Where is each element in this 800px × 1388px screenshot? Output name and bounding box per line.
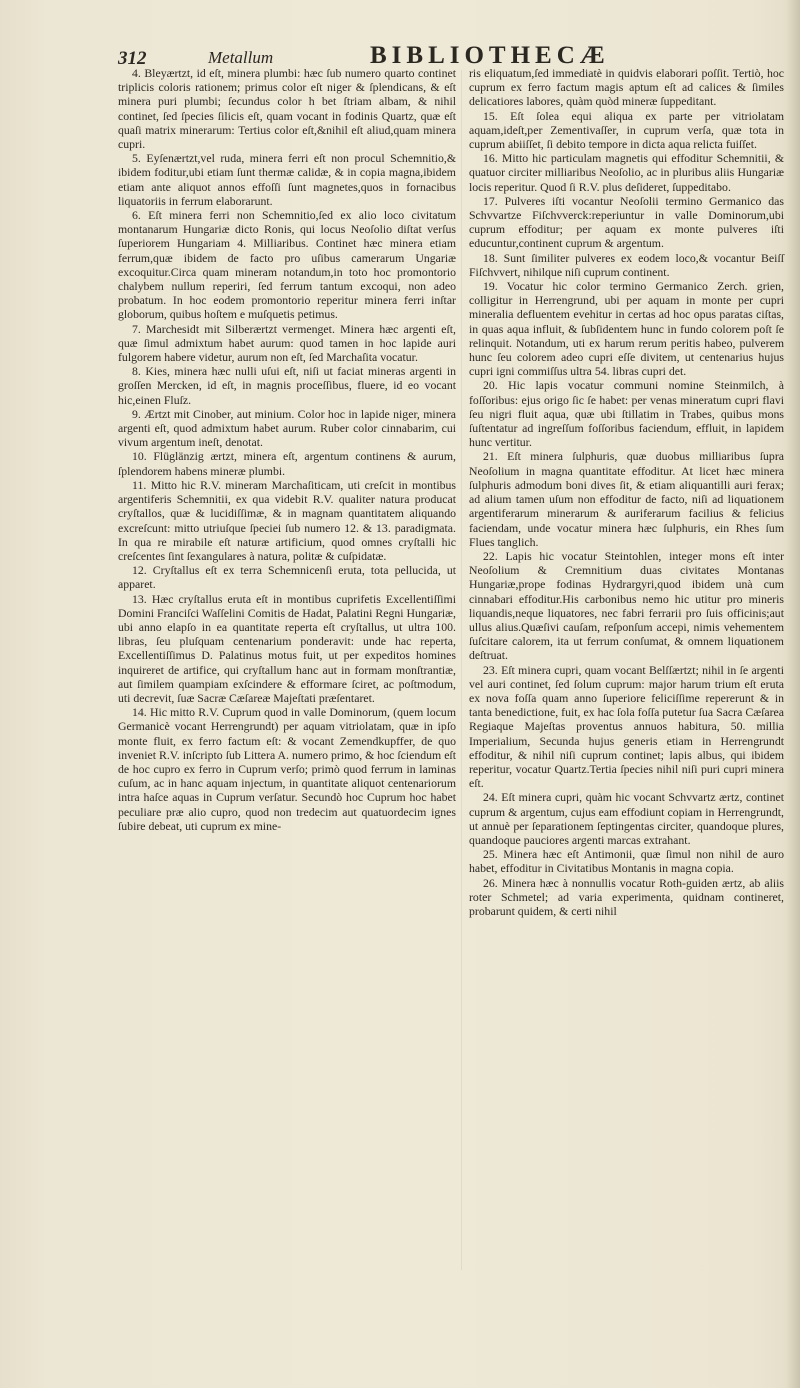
- paragraph-6: 6. Eſt minera ferri non Schemnitio,ſed ex alio loco civitatum montanarum Hungariæ dicto Ronis, qui locus Neoſolio diſtat verſus ſuperiorem Hungariam 4. Milliaribus. Continet hæc minera etiam ferrum,quæ ibidem de facto pro uſibus camerarum Ungariæ excoquitur.Circa quam mineram notandum,in toto hoc promontorio chalybem nullum reperiri, ſed ferrum tantum excoqui, non adeo probatum. In hoc eodem promontorio reperitur minera ferri inſtar globorum, quibus hoſtem e muſquetis petimus.: [118, 208, 456, 322]
- page-edge-shadow: [786, 0, 800, 1388]
- paragraph-8: 8. Kies, minera hæc nulli uſui eſt, niſi ut faciat mineras argenti in groſſen Mercken, id eſt, in magnis proceſſibus, fluere, id eo vocant hic,einen Fluſz.: [118, 364, 456, 407]
- paragraph-16: 16. Mitto hic particulam magnetis qui effoditur Schemnitii, & quatuor circiter milliaribus Neoſolio, ac in pluribus aliis Hungariæ locis reperitur. Quod ſi R.V. plus deſideret, ſuppeditabo.: [469, 151, 784, 194]
- paragraph-14: 14. Hic mitto R.V. Cuprum quod in valle Dominorum, (quem locum Germanicè vocant Herrengrundt) per aquam vitriolatam, quæ in ipſo monte fluit, ex ferro factum eſt: & vocant Zemendkupffer, de quo inveniet R.V. inſcripto ſub Littera A. numero primo, & hoc ſciendum eſt de hoc cupro ex ferro in Cuprum verſo; primò quod ferrum in laminas cuſum, ac in hanc aquam injectum, in quantitate aliquot centenariorum intra haſce aquas in Cuprum verſatur. Secundò hoc Cuprum hoc habet peculiare præ alio cupro, quod non tredecim aut quatuordecim ignes ſubire debeat, uti cuprum ex mine-: [118, 705, 456, 833]
- paragraph-14-continued: ris eliquatum,ſed immediatè in quidvis elaborari poſſit. Tertiò, hoc cuprum ex ferro factum magis aptum eſt ad calices & ſimiles delicatiores labores, quàm quòd mineræ ſuppeditant.: [469, 66, 784, 109]
- paragraph-23: 23. Eſt minera cupri, quam vocant Belſſærtzt; nihil in ſe argenti vel auri continet, ſed ſolum cuprum: major harum trium eſt eruta ex nova foſſa quam anno ſuperiore feliciſſime repererunt & in tanta benedictione, fuit, ex hac ſola foſſa putetur ſua Sacra Cæſarea Regiaque Majeſtas proventus annuos habitura, 50. millia Imperialium, Secunda hujus generis etiam in Herrengrundt effoditur, & nihil niſi cuprum continet; lapis albus, qui ibidem reperitur, vocatur Quartz.Tertia ſpecies nihil niſi puri cupri minera eſt.: [469, 662, 784, 791]
- paragraph-20: 20. Hic lapis vocatur communi nomine Steinmilch, à foſſoribus: ejus origo ſic ſe habet: per venas mineratum cupri flavi ſeu nigri fluit aqua, quæ ubi ſtillatim in Trabes, quibus mons ſuſtentatur ad ingreſſum foſſoribus faciendum, effluit, in lapidem hunc vertitur.: [469, 378, 784, 450]
- paragraph-11: 11. Mitto hic R.V. mineram Marchaſiticam, uti creſcit in montibus argentiferis Schemnitii, ex qua videbit R.V. qualiter natura producat cryſtallos, quæ & lucidiſſimæ, & in magnam quantitatem aliquando excreſcunt: mitto utriuſque ſpeciei ſub numero 12. & 13. paradigmata. In qua re mirabile eſt naturæ artificium, quod omnes cryſtalli hic creſcentes ſint ſexangulares à natura, politæ & cuſpidatæ.: [118, 477, 456, 563]
- paragraph-15: 15. Eſt ſolea equi aliqua ex parte per vitriolatam aquam,ideſt,per Zementivaſſer, in cuprum verſa, quæ tota in cuprum abiiſſet, ſi debito tempore in dicta aqua relicta fuiſſet.: [469, 108, 784, 152]
- right-column: [469, 66, 784, 918]
- paragraph-26: 26. Minera hæc à nonnullis vocatur Roth-guiden ærtz, ab aliis roter Schmetel; ad varia experimenta, quidnam contineret, probarunt quidem, & certi nihil: [469, 875, 784, 918]
- paragraph-18: 18. Sunt ſimiliter pulveres ex eodem loco,& vocantur Beiſſ Fiſchvvert, nihilque niſi cuprum continent.: [469, 250, 784, 279]
- paragraph-25: 25. Minera hæc eſt Antimonii, quæ ſimul non nihil de auro habet, effoditur in Civitatibus Montanis in magna copia.: [469, 847, 784, 876]
- column-gutter: [461, 70, 462, 1270]
- running-head: Metallum: [208, 48, 274, 67]
- page-number: 312: [118, 48, 147, 69]
- paragraph-19: 19. Vocatur hic color termino Germanico Zerch. grien, colligitur in Herrengrund, ubi per aquam in monte per cupri mineralia defluentem evehitur in certas ad hoc opus paratas ciſtas, in quas aqua influit, & ſubſidentem hunc in fundo colorem poſt ſe relinquit. Notandum, uti ex harum rerum peritis habeo, pulverem hunc ſeu colorem adeo cupri eſſe divitem, ut centenarius hujus cupri igni commiſſus ultra 54. libras cupri det.: [469, 279, 784, 379]
- paragraph-7: 7. Marchesidt mit Silberærtzt vermenget. Minera hæc argenti eſt, quæ ſimul admixtum habet aurum: quod tamen in hoc lapide auri fulgorem habere videtur, aurum non eſt, ſed Marchaſita vocatur.: [118, 321, 456, 365]
- paragraph-10: 10. Flüglänzig ærtzt, minera eſt, argentum continens & aurum, ſplendorem habens mineræ plumbi.: [118, 449, 456, 478]
- paragraph-9: 9. Ærtzt mit Cinober, aut minium. Color hoc in lapide niger, minera argenti eſt, quod admixtum habet aurum. Ruber color cinnabarim, cui vivum argentum ineſt, denotat.: [118, 406, 456, 450]
- paragraph-17: 17. Pulveres iſti vocantur Neoſolii termino Germanico das Schvvartze Fiſchvverck:reperiuntur in valle Dominorum,ubi cuprum effoditur; per aquam ex monte pulveres iſti educuntur,continent cuprum & argentum.: [469, 193, 784, 251]
- page-title: BIBLIOTHECÆ: [370, 42, 610, 69]
- paragraph-22: 22. Lapis hic vocatur Steintohlen, integer mons eſt inter Neoſolium & Cremnitium duas civitates Montanas Hungariæ,prope fodinas Hydrargyri,quod ibidem unà cum cinnabari effoditur.His carbonibus nemo hic utitur pro mineris liquandis,neque liquatores, nec fabri ferrarii pro ſuis officinis;aut ullus alius.Quæſivi cauſam, reſponſum accepi, nimis vehementem ſuſcitare calorem, ita ut ferrum conſumat, & omnem liquationem deſtruat.: [469, 548, 784, 663]
- paragraph-24: 24. Eſt minera cupri, quàm hic vocant Schvvartz ærtz, continet cuprum & argentum, cujus eam effodiunt copiam in Herrengrundt, ut annuè per ſeparationem ſeptingentas circiter, quandoque plures, quandoque pauciores argenti marcas extrahant.: [469, 790, 784, 847]
- paragraph-5: 5. Eyſenærtzt,vel ruda, minera ferri eſt non procul Schemnitio,& ibidem foditur,ubi etiam ſunt thermæ calidæ, & in copia magna,ibidem etiam ante aliquot annos effoſſi ſunt magnetes,quos in fornacibus liquatoriis in ferrum elaborarunt.: [118, 151, 456, 208]
- paragraph-12: 12. Cryſtallus eſt ex terra Schemnicenſi eruta, tota pellucida, ut apparet.: [118, 563, 456, 592]
- paragraph-21: 21. Eſt minera ſulphuris, quæ duobus milliaribus ſupra Neoſolium in magna quantitate effoditur. At licet hæc minera ſulphuris admodum boni dives ſit, & etiam aliquantilli auri ferax; ad alium tamen uſum non effoditur de facto, niſi ad liquationem argentiferarum minerarum & auriferarum facilius & felicius faciendam, unde vocatur minera hæc ſulphuris, ein Rhes ſum Flues tanglich.: [469, 449, 784, 549]
- paragraph-4: 4. Bleyærtzt, id eſt, minera plumbi: hæc ſub numero quarto continet triplicis coloris rationem; primus color eſt niger & ſplendicans, & eſt minera puri plumbi; ſecundus color h bet ſtriam albam, & nihil continet, ſed ſpecies ſilicis eſt, quam vocant in fodinis Quartz, quæ eſt quaſi matrix minerarum: Tertius color eſt,&nihil eſt aliud,quam minera cupri.: [118, 66, 456, 152]
- left-column: [118, 66, 456, 833]
- paragraph-13: 13. Hæc cryſtallus eruta eſt in montibus cuprifetis Excellentiſſimi Domini Franciſci Waſſelini Comitis de Hadat, Palatini Regni Hungariæ, ubi anno elapſo in ea quantitate reperta eſt cryſtallus, ut ultra 100. libras, ſeu pluſquam centenarium ponderavit: unde hac reperta, Excellentiſſimus D. Palatinus motus fuit, ut per expeditos homines inquireret de artifice, qui cryſtallum hanc aut in formam monſtrantiæ, aut ſimilem quampiam exſcindere & efformare ſciret, ac poſtmodum, uti decrevit, ſuæ Sacræ Cæſareæ Majeſtati præſentaret.: [118, 591, 456, 705]
